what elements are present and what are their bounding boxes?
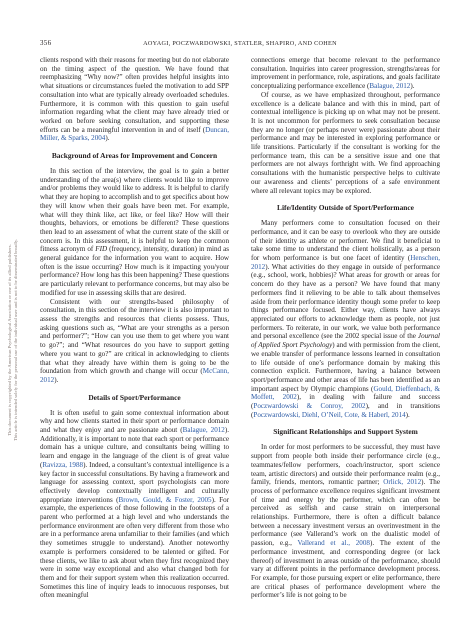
sidenote-line-1: This document is copyrighted by the American Psychological Association or one of its allied publishers. (7, 244, 13, 436)
left-column (40, 56, 229, 600)
text-run: ). (105, 134, 110, 143)
text-run: ) and with permission from the client, we enable transfer of performance lessons learned in consultation to life outside of one’s performance domain by making this connection explicit. Furthermore, having a balance between sport/performance and other areas of life has been identified as an important aspect by Olympic champions ( (251, 341, 440, 393)
page-number: 356 (40, 39, 52, 47)
text-run: ). The process of performance excellence requires significant investment of time and energy by the performer, which can often be perceived as selfish and cause strain on interpersonal relationships. Furthermore, there is often a difficult balance between a necessary investment versus an overinvestment in the performance (see Vallerand’s work on the dualistic model of passion, e.g., (251, 478, 441, 548)
section-heading: Background of Areas for Improvement and Concern (51, 151, 218, 161)
paragraph (40, 409, 229, 600)
paragraph (40, 298, 229, 385)
text-run: ). Additionally, it is important to note that each sport or performance domain has a unique culture, and consultants being willing to learn and engage in the language of the client is of great value ( (40, 426, 229, 469)
citation-link[interactable]: Vallerand et al., 2008 (297, 539, 370, 548)
paragraph (251, 443, 440, 600)
citation-link[interactable]: Gould, Dieffenbach, & Moffett, 2002 (251, 384, 441, 402)
paragraph (251, 219, 440, 419)
acronym: FID (95, 245, 108, 254)
text-run: ). The extent of the performance investment, and corresponding degree (or lack thereof) of investment in areas outside of the performance, should vary at different points in the performance development process. For example, for those pursuing expert or elite performance, there are critical phases of performance development where the performer’s life is not going to be (251, 539, 440, 600)
text-run: clients respond with their reasons for meeting but do not elaborate on the timing aspect of the question. We have found that reemphasizing “Why now?” often provides helpful insights into what situations or circumstances fueled the motivation to add SPP consultation into what are typically already overloaded schedules. Furthermore, it is common with this question to gain useful information regarding what the client may have already tried or worked on before seeking consultation, and supporting these efforts can be a meaningful intervention in and of itself ( (40, 56, 229, 134)
page-header (40, 39, 440, 49)
section-heading: Life/Identity Outside of Sport/Performance (277, 203, 414, 213)
citation-link[interactable]: Orlick, 2012 (383, 478, 422, 487)
citation-link[interactable]: Duncan, Miller, & Sparks, 2004 (40, 125, 229, 143)
text-run: ). What activities do they engage in outside of performance (e.g., school, work, hobbies)? What areas for growth or areas for concern do they have as a person? We have found that many performers find it relieving to be able to talk about themselves aside from their performance identity though some prefer to keep things performance focused. Either way, clients have always appreciated our efforts to acknowledge them as people, not just performers. To reiterate, in our work, we value both performance and personal excellence (see the 2002 special issue of the (251, 262, 440, 341)
citation-link[interactable]: Balague, 2012 (182, 426, 225, 435)
paragraph (40, 167, 229, 298)
text-run: ). (405, 410, 410, 419)
text-run: connections emerge that become relevant to the performance consultation. Inquiries into career progression, strengths/areas for improvement in performance, role, aspirations, and goals facilitate conceptualizing performance excellence ( (251, 56, 440, 91)
right-column (251, 56, 440, 600)
paragraph (40, 56, 229, 143)
paragraph (251, 56, 440, 91)
text-run: ). (54, 375, 59, 384)
text-run: In this section of the interview, the goal is to gain a better understanding of the area(s) where clients would like to improve and/or problems they would like to address. It is helpful to clarify what they are hoping to accomplish and to get specifics about how they will know when their goals have been met. For example, what will they think like, act like, or feel like? How will their thoughts, behaviors, or emotions be different? These questions then lead to an assessment of what the current state of the skill or concern is. In this assessment, it is helpful to keep the common fitness acronym of (40, 167, 229, 254)
citation-link[interactable]: McCann, 2012 (40, 367, 229, 384)
citation-link[interactable]: Henschen, 2012 (251, 254, 440, 271)
running-head: AOYAGI, POCZWARDOWSKI, STATLER, SHAPIRO, AND COHEN (143, 39, 337, 47)
text-run: In order for most performers to be successful, they must have support from people both inside their performance circle (e.g., teammates/fellow performers, coach/instructor, sport science team, artistic directors) and outside their performance realm (e.g., family, friends, mentors, romantic partner; (251, 443, 440, 487)
copyright-sidenote (2, 140, 24, 540)
citation-link[interactable]: Balague, 2012 (369, 82, 411, 91)
paragraph: Of course, as we have emphasized throughout, performance excellence is a delicate balance and with this in mind, part of contextual intelligence is picking up on what may not be present. It is not uncommon for performers to seek consultation because they are no longer (or perhaps never were) passionate about their performance and may be interested in exploring performance or life transitions. Particularly if the consultant is working for the performance team, this can be a sensitive issue and one that performers are not always forthright with. We find approaching consultations with the humanistic perspective helps to cultivate our awareness and clients’ perceptions of a safe environment where all relevant topics may be explored. (251, 90, 440, 195)
section-heading: Significant Relationships and Support System (273, 427, 418, 437)
citation-link[interactable]: Poczwardowski & Conroy, 2002 (253, 402, 366, 411)
text-run: Consistent with our strengths-based philosophy of consultation, in this section of the interview it is also important to assess the strengths and resources that clients possess. Thus, asking questions such as, “What are your strengths as a person and performer?”; “How can you use them to get where you want to go?”; and “What resources do you have to support getting where you want to go?” are critical in acknowledging to clients that what they already have within them is going to be the foundation from which growth and change will occur ( (40, 297, 229, 376)
citation-link[interactable]: Brown, Gould, & Foster, 2005 (118, 495, 212, 504)
text-run: ). Indeed, a consultant’s contextual intelligence is a key factor in successful consultations. By having a framework and language for assessing context, sport psychologists can more effectively develop contextually intelligent and culturally appropriate interventions ( (40, 460, 229, 504)
section-heading: Details of Sport/Performance (88, 392, 181, 402)
text-run: It is often useful to gain some contextual information about why and how clients started in their sport or performance domain and what they enjoy and are passionate about ( (40, 408, 229, 435)
citation-link[interactable]: Poczwardowski, Diehl, O’Neil, Cote, & Haberl, 2014 (253, 410, 406, 419)
text-run: ). (410, 82, 415, 91)
text-run: (frequency, intensity, duration) in mind as general guidance for the information you want to acquire. How often is the issue occurring? How much is it impacting you/your performance? How long has this been happening? These questions are particularly relevant to performance concerns, but may also be modified for use in assessing skills that are desired. (40, 245, 229, 297)
text-run: Many performers come to consultation focused on their performance, and it can be easy to overlook who they are outside of their identity as athlete or performer. We find it beneficial to take some time to understand the client holistically, as a person for whom performance is but one facet of identity ( (251, 219, 440, 263)
text-run: ), in dealing with failure and success ( (251, 393, 441, 411)
citation-link[interactable]: Ravizza, 1988 (42, 460, 84, 469)
sidenote-line-2: This article is intended solely for the personal use of the individual user and is not to be disseminated broadly. (13, 238, 19, 442)
text-run: ). For example, the experiences of those following in the footsteps of a parent who performed at a high level and who understands the performance environment are often very different from those who are in a performance arena unfamiliar to their families (and which they sometimes struggle to understand). Another noteworthy example is performers considered to be talented or gifted. For these clients, we like to ask about when they first recognized they were in some way exceptional and also what changed both for them and for their support system when this realization occurred. Sometimes this line of inquiry leads to innocuous responses, but often meaningful (40, 495, 229, 600)
text-run: ), and in transitions ( (251, 402, 440, 419)
journal-title: Journal of Applied Sport Psychology (251, 332, 440, 350)
